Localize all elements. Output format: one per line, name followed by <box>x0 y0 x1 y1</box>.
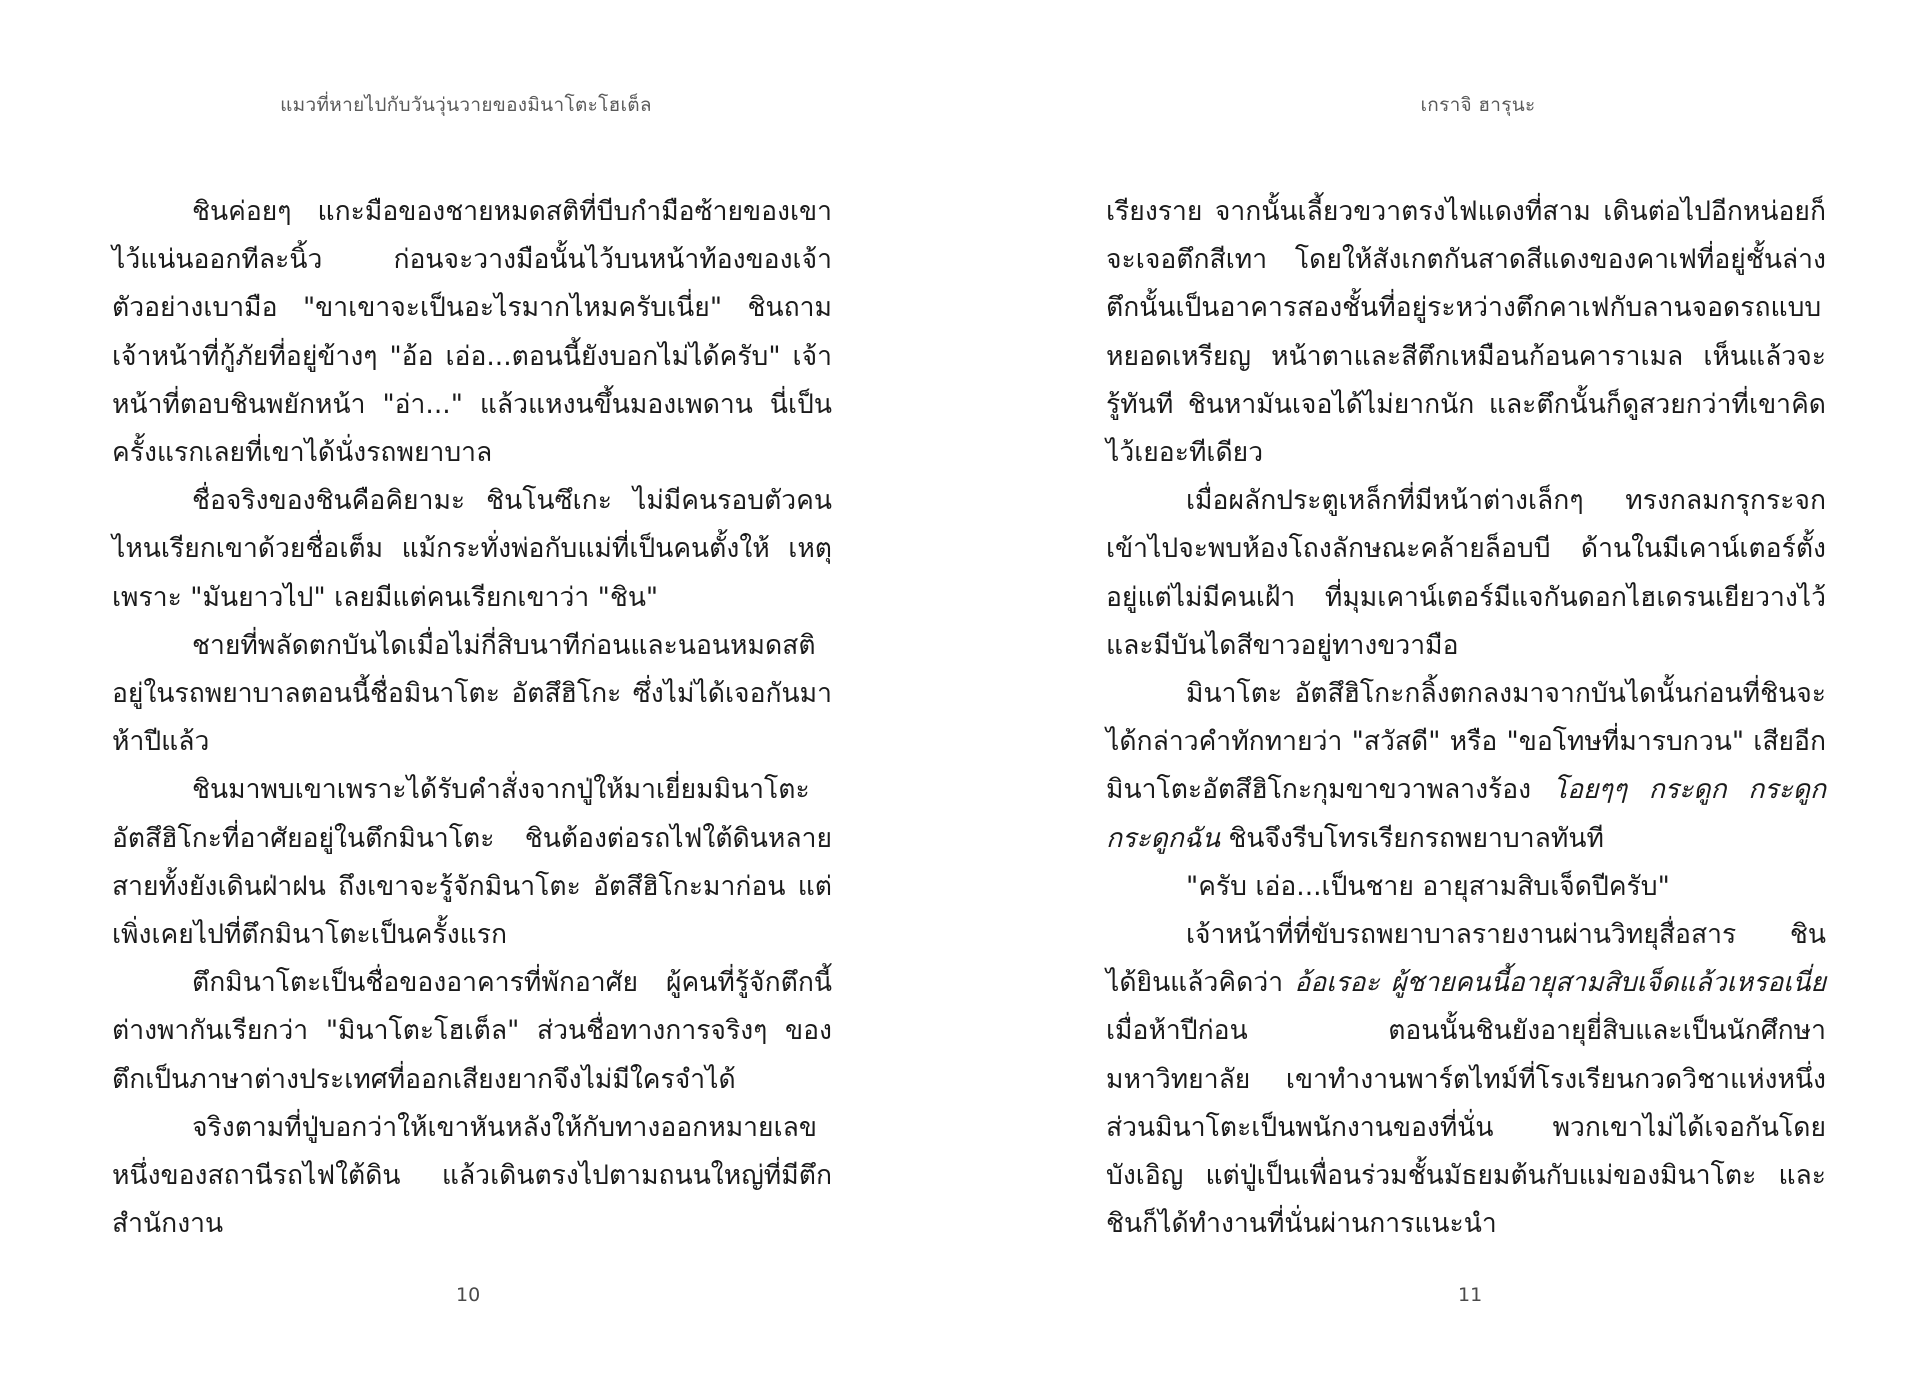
running-head-author: เกราจิ ฮารุนะ <box>1420 94 1536 116</box>
right-page <box>1060 0 1920 1391</box>
right-page-body <box>1106 188 1826 1248</box>
paragraph-text: เมื่อห้าปีก่อน ตอนนั้นชินยังอายุยี่สิบและเป็นนักศึกษามหาวิทยาลัย เขาทำงานพาร์ตไทม์ที่โรงเรียนกวดวิชาแห่งหนึ่ง ส่วนมินาโตะเป็นพนักงานของที่นั่น พวกเขาไม่ได้เจอกันโดยบังเอิญ แต่ปู่เป็นเพื่อนร่วมชั้นมัธยมต้นกับแม่ของมินาโตะ และชินก็ได้ทำงานที่นั่นผ่านการแนะนำ <box>1106 1015 1826 1240</box>
paragraph-continued: เรียงราย จากนั้นเลี้ยวขวาตรงไฟแดงที่สาม เดินต่อไปอีกหน่อยก็จะเจอตึกสีเทา โดยให้สังเกตกันสาดสีแดงของคาเฟที่อยู่ชั้นล่างตึกนั้นเป็นอาคารสองชั้นที่อยู่ระหว่างตึกคาเฟกับลานจอดรถแบบหยอดเหรียญ หน้าตาและสีตึกเหมือนก้อนคาราเมล เห็นแล้วจะรู้ทันที ชินหามันเจอได้ไม่ยากนัก และตึกนั้นก็ดูสวยกว่าที่เขาคิดไว้เยอะทีเดียว <box>1106 196 1826 469</box>
paragraph-text: เจ้าหน้าที่ที่ขับรถพยาบาลรายงานผ่านวิทยุสื่อสาร ชินได้ยินแล้วคิดว่า <box>1106 919 1826 999</box>
paragraph: ชินค่อยๆ แกะมือของชายหมดสติที่บีบกำมือซ้ายของเขาไว้แน่นออกทีละนิ้ว ก่อนจะวางมือนั้นไว้บนหน้าท้องของเจ้าตัวอย่างเบามือ "ขาเขาจะเป็นอะไรมากไหมครับเนี่ย" ชินถามเจ้าหน้าที่กู้ภัยที่อยู่ข้างๆ "อ้อ เอ่อ...ตอนนี้ยังบอกไม่ได้ครับ" เจ้าหน้าที่ตอบชินพยักหน้า "อ่า..." แล้วแหงนขึ้นมองเพดาน นี่เป็นครั้งแรกเลยที่เขาได้นั่งรถพยาบาล <box>112 196 832 469</box>
paragraph-text: มินาโตะ อัตสึฮิโกะกลิ้งตกลงมาจากบันไดนั้นก่อนที่ชินจะได้กล่าวคำทักทายว่า "สวัสดี" หรือ "ขอโทษที่มารบกวน" เสียอีก มินาโตะอัตสึฮิโกะกุมขาขวาพลางร้อง <box>1106 678 1826 806</box>
page-number: 11 <box>1458 1284 1483 1306</box>
italic-thought: โอยๆๆ กระดูก กระดูก กระดูกฉัน <box>1106 774 1826 854</box>
italic-thought: อ้อเรอะ ผู้ชายคนนี้อายุสามสิบเจ็ดแล้วเหรอเนี่ย <box>1294 967 1826 999</box>
paragraph: เมื่อผลักประตูเหล็กที่มีหน้าต่างเล็กๆ ทรงกลมกรุกระจกเข้าไปจะพบห้องโถงลักษณะคล้ายล็อบบี ด้านในมีเคาน์เตอร์ตั้งอยู่แต่ไม่มีคนเฝ้า ที่มุมเคาน์เตอร์มีแจกันดอกไฮเดรนเยียวางไว้ และมีบันไดสีขาวอยู่ทางขวามือ <box>1106 485 1826 661</box>
paragraph: ตึกมินาโตะเป็นชื่อของอาคารที่พักอาศัย ผู้คนที่รู้จักตึกนี้ต่างพากันเรียกว่า "มินาโตะโฮเต็ล" ส่วนชื่อทางการจริงๆ ของตึกเป็นภาษาต่างประเทศที่ออกเสียงยากจึงไม่มีใครจำได้ <box>112 967 832 1095</box>
paragraph-text: ชินจึงรีบโทรเรียกรถพยาบาลทันที <box>1219 822 1604 854</box>
paragraph: จริงตามที่ปู่บอกว่าให้เขาหันหลังให้กับทางออกหมายเลขหนึ่งของสถานีรถไฟใต้ดิน แล้วเดินตรงไปตามถนนใหญ่ที่มีตึกสำนักงาน <box>112 1111 832 1240</box>
dialogue-line: "ครับ เอ่อ...เป็นชาย อายุสามสิบเจ็ดปีครับ" <box>1186 870 1670 902</box>
running-head-book-title: แมวที่หายไปกับวันวุ่นวายของมินาโตะโฮเต็ล <box>280 94 652 116</box>
paragraph: ชินมาพบเขาเพราะได้รับคำสั่งจากปู่ให้มาเยี่ยมมินาโตะอัตสึฮิโกะที่อาศัยอยู่ในตึกมินาโตะ ชินต้องต่อรถไฟใต้ดินหลายสายทั้งยังเดินฝ่าฝน ถึงเขาจะรู้จักมินาโตะ อัตสึฮิโกะมาก่อน แต่เพิ่งเคยไปที่ตึกมินาโตะเป็นครั้งแรก <box>112 774 832 951</box>
left-page <box>60 0 920 1391</box>
paragraph: ชายที่พลัดตกบันไดเมื่อไม่กี่สิบนาทีก่อนและนอนหมดสติอยู่ในรถพยาบาลตอนนี้ชื่อมินาโตะ อัตสึฮิโกะ ซึ่งไม่ได้เจอกันมาห้าปีแล้ว <box>112 629 832 758</box>
paragraph: ชื่อจริงของชินคือคิยามะ ชินโนซึเกะ ไม่มีคนรอบตัวคนไหนเรียกเขาด้วยชื่อเต็ม แม้กระทั่งพ่อกับแม่ที่เป็นคนตั้งให้ เหตุเพราะ "มันยาวไป" เลยมีแต่คนเรียกเขาว่า "ชิน" <box>112 485 832 613</box>
left-page-body <box>112 188 832 1248</box>
paragraph-with-italic-thought <box>1106 670 1826 863</box>
paragraph-with-italic-thought <box>1106 911 1826 1248</box>
page-number: 10 <box>456 1284 481 1306</box>
